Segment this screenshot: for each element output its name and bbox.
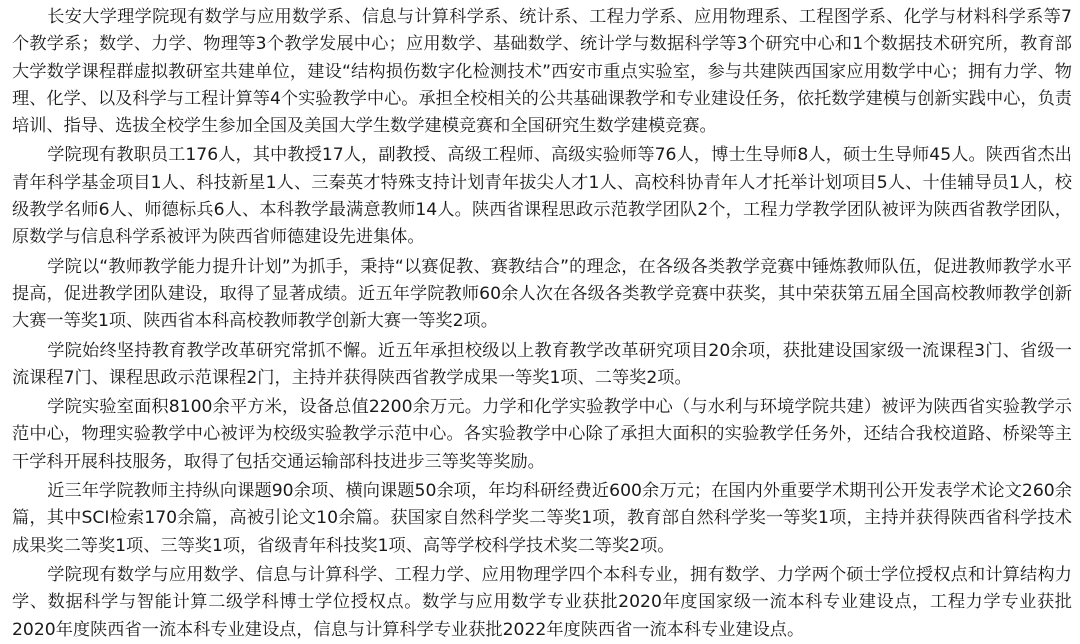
paragraph-laboratories: 学院实验室面积8100余平方米，设备总值2200余万元。力学和化学实验教学中心（与水利与环境学院共建）被评为陕西省实验教学示范中心，物理实验教学中心被评为校级实验教学示范中心。各实验教学中心除了承担大面积的实验教学任务外，还结合我校道路、桥梁等主干学科开展科技服务，取得了包括交通运输部科技进步三等奖等奖励。: [12, 397, 1072, 472]
paragraph-programs: 学院现有数学与应用数学、信息与计算科学、工程力学、应用物理学四个本科专业，拥有数学、力学两个硕士学位授权点和计算结构力学、数据科学与智能计算二级学科博士学位授权点。数学与应用数学专业获批2020年度国家级一流本科专业建设点，工程力学专业获批2020年度陕西省一流本科专业建设点，信息与计算科学专业获批2022年度陕西省一流本科专业建设点。: [12, 564, 1072, 640]
article-body: [12, 4, 1072, 644]
paragraph-teaching-reform: 学院始终坚持教育教学改革研究常抓不懈。近五年承担校级以上教育教学改革研究项目20余项，获批建设国家级一流课程3门、省级一流课程7门、课程思政示范课程2门，主持并获得陕西省教学成果一等奖1项、二等奖2项。: [12, 340, 1072, 388]
paragraph-teaching-competitions: 学院以“教师教学能力提升计划”为抓手，秉持“以赛促教、赛教结合”的理念，在各级各类教学竞赛中锤炼教师队伍，促进教师教学水平提高，促进教学团队建设，取得了显著成绩。近五年学院教师60余人次在各级各类教学竞赛中获奖，其中荣获第五届全国高校教师教学创新大赛一等奖1项、陕西省本科高校教师教学创新大赛一等奖2项。: [12, 256, 1072, 332]
paragraph-overview: 长安大学理学院现有数学与应用数学系、信息与计算科学系、统计系、工程力学系、应用物理系、工程图学系、化学与材料科学系等7个教学系；数学、力学、物理等3个教学发展中心；应用数学、基础数学、统计学与数据科学等3个研究中心和1个数据技术研究所，教育部大学数学课程群虚拟教研室共建单位，建设“结构损伤数字化检测技术”西安市重点实验室，参与共建陕西国家应用数学中心；拥有力学、物理、化学、以及科学与工程计算等4个实验教学中心。承担全校相关的公共基础课教学和专业建设任务，依托数学建模与创新实践中心，负责培训、指导、选拔全校学生参加全国及美国大学生数学建模竞赛和全国研究生数学建模竞赛。: [12, 7, 1072, 137]
paragraph-research: 近三年学院教师主持纵向课题90余项、横向课题50余项，年均科研经费近600余万元；在国内外重要学术期刊公开发表学术论文260余篇，其中SCI检索170余篇，高被引论文10余篇。获国家自然科学奖二等奖1项，教育部自然科学奖一等奖1项，主持并获得陕西省科学技术成果奖二等奖1项、三等奖1项，省级青年科技奖1项、高等学校科学技术奖二等奖2项。: [12, 481, 1072, 556]
paragraph-faculty: 学院现有教职员工176人，其中教授17人，副教授、高级工程师、高级实验师等76人，博士生导师8人，硕士生导师45人。陕西省杰出青年科学基金项目1人、科技新星1人、三秦英才特殊支持计划青年拔尖人才1人、高校科协青年人才托举计划项目5人、十佳辅导员1人，校级教学名师6人、师德标兵6人、本科教学最满意教师14人。陕西省课程思政示范教学团队2个，工程力学教学团队被评为陕西省教学团队，原数学与信息科学系被评为陕西省师德建设先进集体。: [12, 145, 1072, 248]
